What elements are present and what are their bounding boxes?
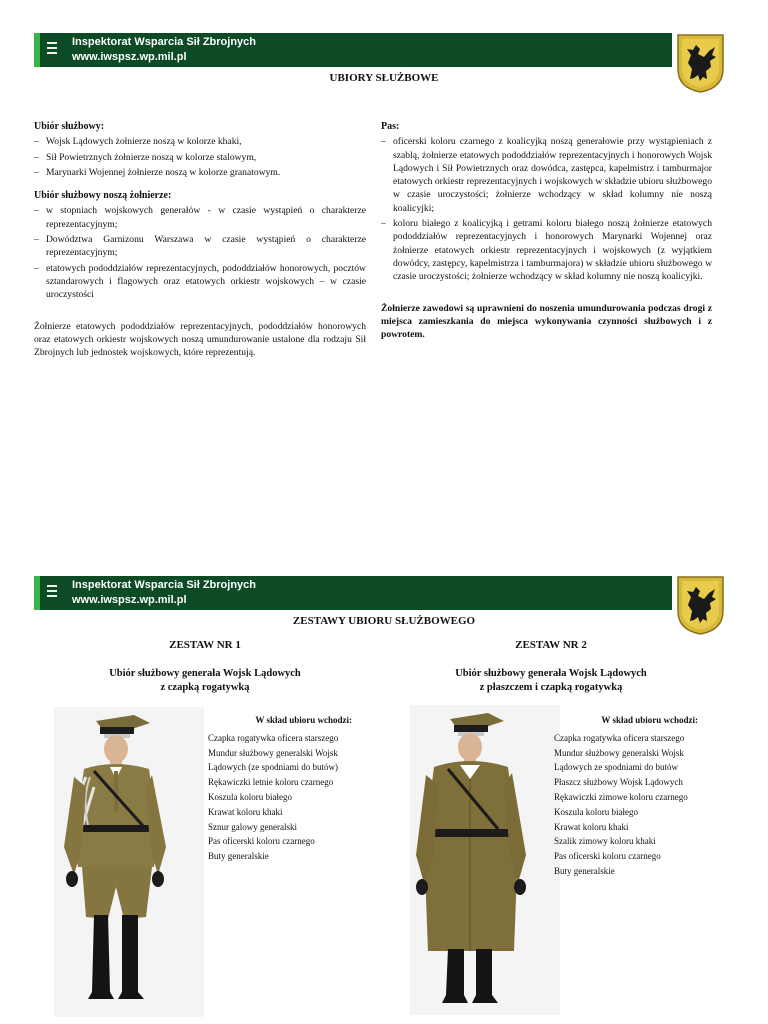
component-item: Płaszcz służbowy Wojsk Lądowych	[554, 777, 683, 788]
component-item: Sznur galowy generalski	[208, 821, 297, 832]
header-title: Inspektorat Wsparcia Sił Zbrojnych	[72, 579, 256, 591]
component-item: Mundur służbowy generalski Wojsk	[208, 747, 338, 758]
professional-soldiers-paragraph: Żołnierze zawodowi są uprawnieni do noszenia umundurowania podczas drogi z miejsca zamieszkania do miejsca wykonywania czynności służbowych i z powrotem.	[381, 302, 712, 341]
component-item: Rękawiczki zimowe koloru czarnego	[554, 791, 688, 802]
list-item: – Dowództwa Garnizonu Warszawa w czasie wystąpień o charakterze reprezentacyjnym;	[34, 233, 366, 260]
set2-subtitle-line2: z płaszczem i czapką rogatywką	[479, 682, 623, 693]
set2-components	[554, 713, 704, 879]
set2-uniform-figure	[410, 705, 560, 1015]
component-item: Lądowych ze spodniami do butów	[554, 762, 678, 773]
set2-subtitle-line1: Ubiór służbowy generała Wojsk Lądowych	[455, 668, 647, 679]
uniform-heading: Ubiór służbowy:	[34, 121, 105, 132]
page1-title: UBIORY SŁUŻBOWE	[329, 72, 439, 84]
page1-left-column	[34, 120, 366, 359]
component-item: Pas oficerski koloru czarnego	[554, 851, 661, 862]
set2-title: ZESTAW NR 2	[515, 639, 587, 651]
list-item: – oficerski koloru czarnego z koalicyjką noszą generałowie przy wystąpieniach z szablą, żołnierze etatowych pododdziałów reprezentacyjnych i honorowych Wojsk Lądowych i Sił Powietrznych oraz dowódca, zastępca, kapelmistrz i tamburmajor etatowych orkiestr reprezentacyjnych i wojskowych w składzie ubioru służbowego w czasie uroczystości; żołnierze wchodzący w skład kolumny nie noszą koalicyjki;	[381, 135, 712, 215]
uniform-list	[34, 135, 366, 179]
list-item: – etatowych pododdziałów reprezentacyjnych, pododdziałów honorowych, pocztów sztandarowych i flagowych oraz etatowych orkiestr wojskowych – w czasie uroczystości	[34, 262, 366, 302]
header-url[interactable]: www.iwspsz.wp.mil.pl	[72, 51, 187, 63]
set1-subtitle-line2: z czapką rogatywką	[160, 682, 250, 693]
menu-icon	[47, 585, 57, 601]
wearers-list	[34, 204, 366, 301]
component-item: Mundur służbowy generalski Wojsk	[554, 747, 684, 758]
set1-title: ZESTAW NR 1	[169, 639, 241, 651]
component-item: Czapka rogatywka oficera starszego	[208, 732, 339, 743]
list-item: – Marynarki Wojennej żołnierze noszą w kolorze granatowym.	[34, 166, 366, 179]
component-item: Krawat koloru khaki	[554, 821, 629, 832]
emblem-griffin-icon	[676, 33, 725, 94]
set1-subtitle-line1: Ubiór służbowy generała Wojsk Lądowych	[109, 668, 301, 679]
page1-right-column	[381, 120, 712, 341]
set2-components-heading: W skład ubioru wchodzi:	[601, 715, 698, 725]
representation-paragraph: Żołnierze etatowych pododdziałów reprezentacyjnych, pododdziałów honorowych oraz etatowych orkiestr wojskowych noszą umundurowanie ustalone dla rodzaju Sił Zbrojnych lub jednostek wojskowych, które reprezentują.	[34, 320, 366, 359]
list-item: – Sił Powietrznych żołnierze noszą w kolorze stalowym,	[34, 151, 366, 164]
belt-list	[381, 135, 712, 283]
component-item: Lądowych (ze spodniami do butów)	[208, 762, 338, 773]
set1-subtitle	[70, 667, 340, 695]
component-item: Czapka rogatywka oficera starszego	[554, 732, 685, 743]
wearers-heading: Ubiór służbowy noszą żołnierze:	[34, 190, 172, 202]
component-item: Buty generalskie	[554, 865, 615, 876]
list-item: – w stopniach wojskowych generałów - w czasie wystąpień o charakterze reprezentacyjnym;	[34, 204, 366, 231]
component-item: Buty generalskie	[208, 851, 269, 862]
component-item: Krawat koloru khaki	[208, 806, 283, 817]
belt-heading: Pas:	[381, 121, 400, 132]
header-title: Inspektorat Wsparcia Sił Zbrojnych	[72, 36, 256, 48]
set1-components-heading: W skład ubioru wchodzi:	[255, 715, 352, 725]
list-item: – koloru białego z koalicyjką i getrami koloru białego noszą żołnierze etatowych pododdziałów reprezentacyjnych i honorowych Marynarki Wojennej oraz żołnierze etatowych orkiestr reprezentacyjnych i wojskowych (z wyjątkiem dowódcy, zastępcy, kapelmistrza i tamburmajora) w składzie ubioru służbowego w czasie uroczystości; żołnierze wchodzący w skład kolumny nie noszą koalicyjki.	[381, 217, 712, 283]
header-banner	[34, 33, 672, 67]
component-item: Koszula koloru białego	[554, 806, 638, 817]
page2-title: ZESTAWY UBIORU SŁUŻBOWEGO	[292, 615, 476, 627]
menu-icon	[47, 42, 57, 58]
component-item: Rękawiczki letnie koloru czarnego	[208, 777, 334, 788]
set1-uniform-figure	[54, 707, 204, 1017]
header-url[interactable]: www.iwspsz.wp.mil.pl	[72, 594, 187, 606]
set1-components	[208, 713, 358, 864]
set2-subtitle	[416, 667, 686, 695]
component-item: Pas oficerski koloru czarnego	[208, 836, 315, 847]
component-item: Koszula koloru białego	[208, 791, 292, 802]
header-banner-2	[34, 576, 672, 610]
list-item: – Wojsk Lądowych żołnierze noszą w kolorze khaki,	[34, 135, 366, 148]
component-item: Szalik zimowy koloru khaki	[554, 836, 656, 847]
